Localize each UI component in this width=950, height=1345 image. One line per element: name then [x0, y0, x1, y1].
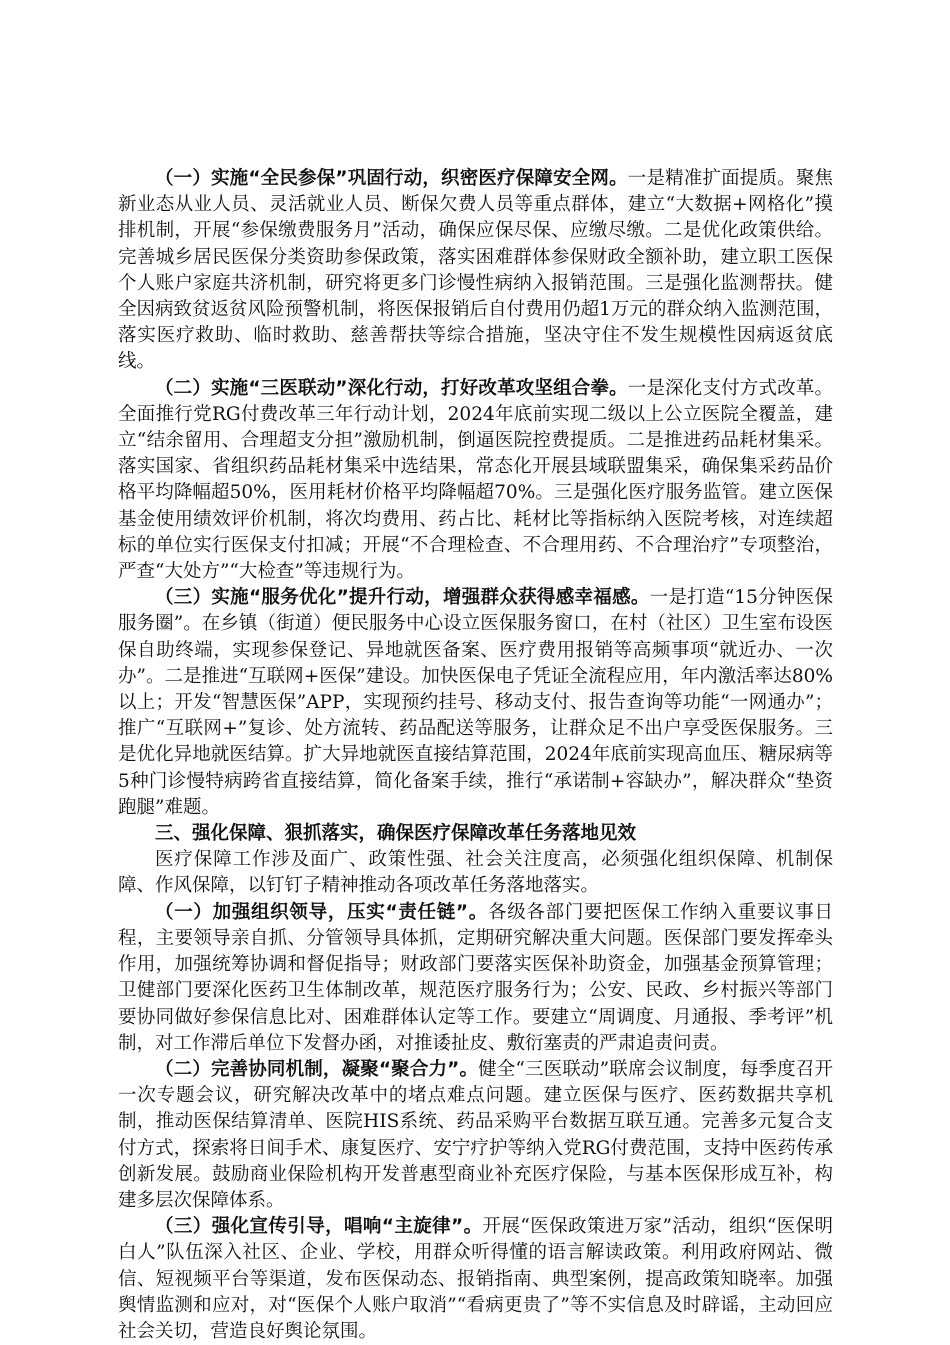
document-page: [118, 166, 833, 1345]
paragraph-lead: （二）完善协同机制，凝聚“聚合力”。: [155, 1058, 479, 1080]
paragraph-organizational-leadership: [118, 900, 833, 1057]
section-intro: 医疗保障工作涉及面广、政策性强、社会关注度高，必须强化组织保障、机制保障、作风保障，以钉钉子精神推动各项改革任务落地落实。: [118, 849, 833, 897]
paragraph-lead: （二）实施“三医联动”深化行动，打好改革攻坚组合拳。: [155, 377, 628, 399]
paragraph-body: 一是深化支付方式改革。全面推行党RG付费改革三年行动计划，2024年底前实现二级以上公立医院全覆盖，建立“结余留用、合理超支分担”激励机制，倒逼医院控费提质。二是推进药品耗材集采。落实国家、省组织药品耗材集采中选结果，常态化开展县域联盟集采，确保集采药品价格平均降幅超50%，医用耗材价格平均降幅超70%。三是强化医疗服务监管。建立医保基金使用绩效评价机制，将次均费用、药占比、耗材比等指标纳入医院考核，对连续超标的单位实行医保支付扣减；开展“不合理检查、不合理用药、不合理治疗”专项整治，严查“大处方”“大检查”等违规行为。: [118, 377, 833, 583]
paragraph-body: 各级各部门要把医保工作纳入重要议事日程，主要领导亲自抓、分管领导具体抓，定期研究解决重大问题。医保部门要发挥牵头作用，加强统筹协调和督促指导；财政部门要落实医保补助资金，加强基金预算管理；卫健部门要深化医药卫生体制改革，规范医疗服务行为；公安、民政、乡村振兴等部门要协同做好参保信息比对、困难群体认定等工作。要建立“周调度、月通报、季考评”机制，对工作滞后单位下发督办函，对推诿扯皮、敷衍塞责的严肃追责问责。: [118, 901, 833, 1054]
paragraph-body: 一是打造“15分钟医保服务圈”。在乡镇（街道）便民服务中心设立医保服务窗口，在村（社区）卫生室布设医保自助终端，实现参保登记、异地就医备案、医疗费用报销等高频事项“就近办、一次办”。二是推进“互联网+医保”建设。加快医保电子凭证全流程应用，年内激活率达80%以上；开发“智慧医保”APP，实现预约挂号、移动支付、报告查询等功能“一网通办”；推广“互联网+”复诊、处方流转、药品配送等服务，让群众足不出户享受医保服务。三是优化异地就医结算。扩大异地就医直接结算范围，2024年底前实现高血压、糖尿病等5种门诊慢特病跨省直接结算，简化备案手续，推行“承诺制+容缺办”，解决群众“垫资跑腿”难题。: [118, 587, 833, 818]
paragraph-publicity-guidance: [118, 1214, 833, 1345]
paragraph-lead: （一）加强组织领导，压实“责任链”。: [155, 901, 488, 923]
paragraph-body: 开展“医保政策进万家”活动，组织“医保明白人”队伍深入社区、企业、学校，用群众听得懂的语言解读政策。利用政府网站、微信、短视频平台等渠道，发布医保动态、报销指南、典型案例，提高政策知晓率。加强舆情监测和应对，对“医保个人账户取消”“看病更贵了”等不实信息及时辟谣，主动回应社会关切，营造良好舆论氛围。: [118, 1216, 834, 1342]
paragraph-coordination-mechanism: [118, 1057, 833, 1214]
section-heading: 三、强化保障、狠抓落实，确保医疗保障改革任务落地见效: [155, 823, 637, 845]
paragraph-body: 健全“三医联动”联席会议制度，每季度召开一次专题会议，研究解决改革中的堵点难点问题。建立医保与医疗、医药数据共享机制，推动医保结算清单、医院HIS系统、药品采购平台数据互联互通。完善多元复合支付方式，探索将日间手术、康复医疗、安宁疗护等纳入党RG付费范围，支持中医药传承创新发展。鼓励商业保险机构开发普惠型商业补充医疗保险，与基本医保形成互补，构建多层次保障体系。: [118, 1058, 833, 1211]
paragraph-lead: （三）强化宣传引导，唱响“主旋律”。: [155, 1216, 483, 1238]
paragraph-lead: （三）实施“服务优化”提升行动，增强群众获得感幸福感。: [155, 587, 650, 609]
paragraph-three-medical-linkage: [118, 376, 833, 586]
paragraph-universal-insurance: [118, 166, 833, 376]
paragraph-body: 一是精准扩面提质。聚焦新业态从业人员、灵活就业人员、断保欠费人员等重点群体，建立“大数据+网格化”摸排机制，开展“参保缴费服务月”活动，确保应保尽保、应缴尽缴。二是优化政策供给。完善城乡居民医保分类资助参保政策，落实困难群体参保财政全额补助，建立职工医保个人账户家庭共济机制，研究将更多门诊慢性病纳入报销范围。三是强化监测帮扶。健全因病致贫返贫风险预警机制，将医保报销后自付费用仍超1万元的群众纳入监测范围，落实医疗救助、临时救助、慈善帮扶等综合措施，坚决守住不发生规模性因病返贫底线。: [118, 168, 833, 373]
paragraph-lead: （一）实施“全民参保”巩固行动，织密医疗保障安全网。: [155, 168, 628, 189]
paragraph-service-optimization: [118, 585, 833, 821]
